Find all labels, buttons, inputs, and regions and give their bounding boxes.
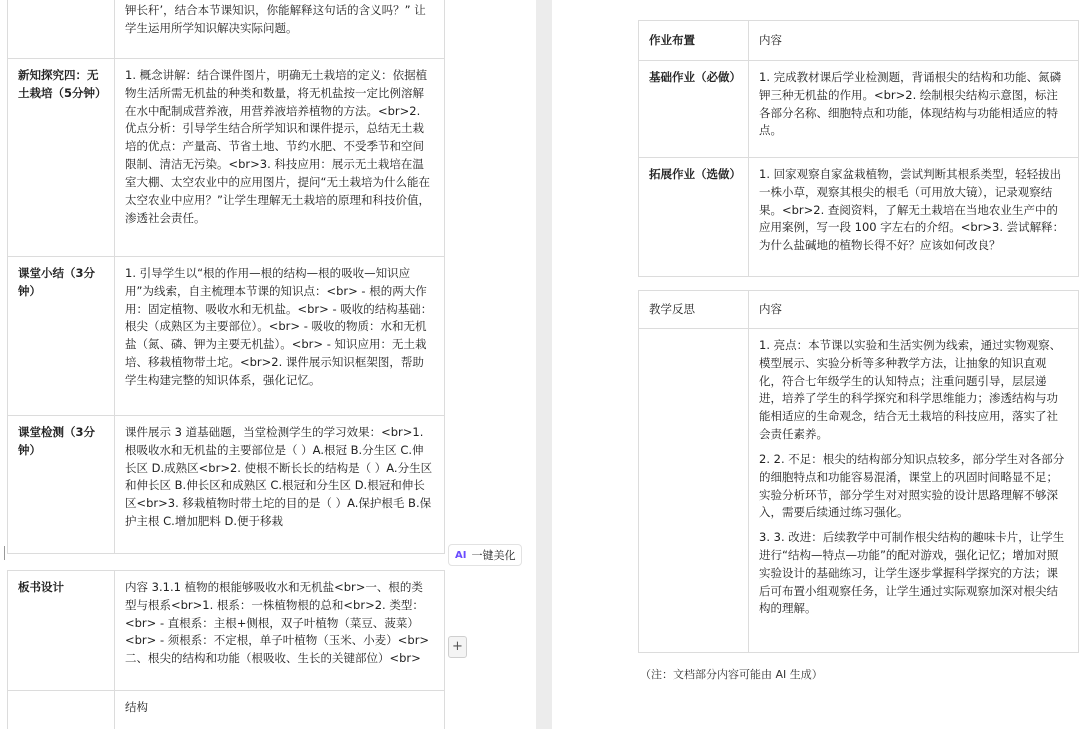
table-row [8, 257, 445, 416]
row-label-cell: 课堂小结（3分钟） [8, 257, 115, 416]
header-label-cell: 作业布置 [639, 21, 749, 61]
table-row [639, 61, 1079, 158]
table-row [639, 158, 1079, 277]
paragraph: 2. 2. 不足：根尖的结构部分知识点较多，部分学生对各部分的细胞特点和功能容易混淆，课堂上的巩固时间略显不足；实验分析环节，部分学生对对照实验的设计思路理解不够深入，需要后续通过练习强化。 [759, 451, 1065, 520]
lesson-process-table [7, 0, 445, 554]
row-content-cell[interactable] [115, 0, 445, 59]
table-header-row [639, 21, 1079, 61]
paragraph: 钾长秆’，结合本节课知识，你能解释这句话的含义吗？” 让学生运用所学知识解决实际问题。 [125, 3, 426, 35]
header-content-cell[interactable]: 内容 [749, 21, 1079, 61]
row-content-cell[interactable] [749, 158, 1079, 277]
row-content-cell[interactable] [115, 257, 445, 416]
add-row-button[interactable]: + [448, 636, 467, 658]
paragraph: 1. 完成教材课后学业检测题，背诵根尖的结构和功能、氮磷钾三种无机盐的作用。<br>2. 绘制根尖结构示意图，标注各部分名称、细胞特点和功能，体现结构与功能相适应的特点。 [759, 70, 1062, 138]
paragraph: 内容 3.1.1 植物的根能够吸收水和无机盐<br>一、根的类型与根系<br>1. 根系：一株植物根的总和<br>2. 类型：<br> - 直根系：主根+侧根，双子叶植物（菜豆、菠菜）<br> - 须根系：不定根，单子叶植物（玉米、小麦）<br> 二、根尖的结构和功能（根吸收、生长的关键部位）<br> [125, 580, 430, 666]
row-label-cell: 拓展作业（选做） [639, 158, 749, 277]
table-row [8, 0, 445, 59]
row-label-cell: 板书设计 [8, 571, 115, 691]
left-document-page [0, 0, 536, 729]
ai-generated-note: （注：文档部分内容可能由 AI 生成） [640, 668, 823, 681]
row-content-cell[interactable] [115, 416, 445, 554]
header-content-cell[interactable]: 内容 [749, 291, 1079, 329]
paragraph: 1. 概念讲解：结合课件图片，明确无土栽培的定义：依据植物生活所需无机盐的种类和数量，将无机盐按一定比例溶解在水中配制成营养液，用营养液培养植物的方法。<br>2. 优点分析：引导学生结合所学知识和课件提示，总结无土栽培的优点：产量高、节省土地、节约水肥、不受季节和空间限制、清洁无污染。<br>3. 科技应用：展示无土栽培在温室大棚、太空农业中的应用图片，提问“无土栽培为什么能在太空农业中应用？”让学生理解无土栽培的原理和科技价值，渗透社会责任。 [125, 68, 430, 225]
ai-beautify-label: 一键美化 [471, 549, 516, 562]
row-content-cell[interactable] [115, 59, 445, 257]
row-label-cell [8, 691, 115, 729]
homework-table [638, 20, 1079, 277]
paragraph: 课件展示 3 道基础题，当堂检测学生的学习效果：<br>1. 根吸收水和无机盐的主要部位是（ ）A.根冠 B.分生区 C.伸长区 D.成熟区<br>2. 使根不断长长的结构是（ ）A.分生区和伸长区 B.伸长区和成熟区 C.根冠和分生区 D.根冠和伸长区<br>3. 移栽植物时带土坨的目的是（ ）A.保护根毛 B.保护主根 C.增加肥料 D.便于移栽 [125, 425, 433, 529]
ai-icon: AI [455, 549, 467, 561]
table-row [8, 691, 445, 729]
board-design-table [7, 570, 445, 729]
row-label-cell [639, 329, 749, 653]
row-content-cell[interactable] [749, 61, 1079, 158]
header-label-cell: 教学反思 [639, 291, 749, 329]
row-label-cell: 课堂检测（3分钟） [8, 416, 115, 554]
reflection-table [638, 290, 1079, 653]
paragraph: 1. 亮点：本节课以实验和生活实例为线索，通过实物观察、模型展示、实验分析等多种教学方法，让抽象的知识直观化，符合七年级学生的认知特点；注重问题引导，层层递进，培养了学生的科学探究和科学思维能力；渗透结构与功能相适应的生命观念，结合无土栽培的科技应用，落实了社会责任素养。 [759, 338, 1062, 442]
paragraph: 1. 回家观察自家盆栽植物，尝试判断其根系类型，轻轻拔出一株小草，观察其根尖的根毛（可用放大镜），记录观察结果。<br>2. 查阅资料，了解无土栽培在当地农业生产中的应用案例，写一段 100 字左右的介绍。<br>3. 尝试解释：为什么盐碱地的植物长得不好？应该如何改良？ [759, 167, 1065, 253]
right-document-page [552, 0, 1080, 729]
row-content-cell[interactable] [115, 571, 445, 691]
paragraph: 1. 引导学生以“根的作用—根的结构—根的吸收—知识应用”为线索，自主梳理本节课的知识点：<br> - 根的两大作用：固定植物、吸收水和无机盐。<br> - 吸收的结构基础：根尖（成熟区为主要部位）。<br> - 吸收的物质：水和无机盐（氮、磷、钾为主要无机盐）。<br> - 知识应用：无土栽培、移栽植物带土坨。<br>2. 课件展示知识框架图，帮助学生构建完整的知识体系，强化记忆。 [125, 266, 433, 387]
row-label-cell [8, 0, 115, 59]
table-row [8, 59, 445, 257]
row-content-cell[interactable] [749, 329, 1079, 653]
paragraph: 3. 3. 改进：后续教学中可制作根尖结构的趣味卡片，让学生进行“结构—特点—功能”的配对游戏，强化记忆；增加对照实验设计的基础练习，让学生逐步掌握科学探究的方法；课后可布置小组观察任务，让学生通过实际观察加深对根尖结构的理解。 [759, 530, 1065, 616]
row-label-cell: 新知探究四：无土栽培（5分钟） [8, 59, 115, 257]
table-row [8, 416, 445, 554]
row-label-cell: 基础作业（必做） [639, 61, 749, 158]
ai-beautify-button[interactable] [448, 544, 522, 566]
table-row [8, 571, 445, 691]
table-header-row [639, 291, 1079, 329]
page-gap [536, 0, 552, 729]
row-content-cell[interactable]: 结构 [115, 691, 445, 729]
text-cursor [4, 546, 5, 560]
table-row [639, 329, 1079, 653]
